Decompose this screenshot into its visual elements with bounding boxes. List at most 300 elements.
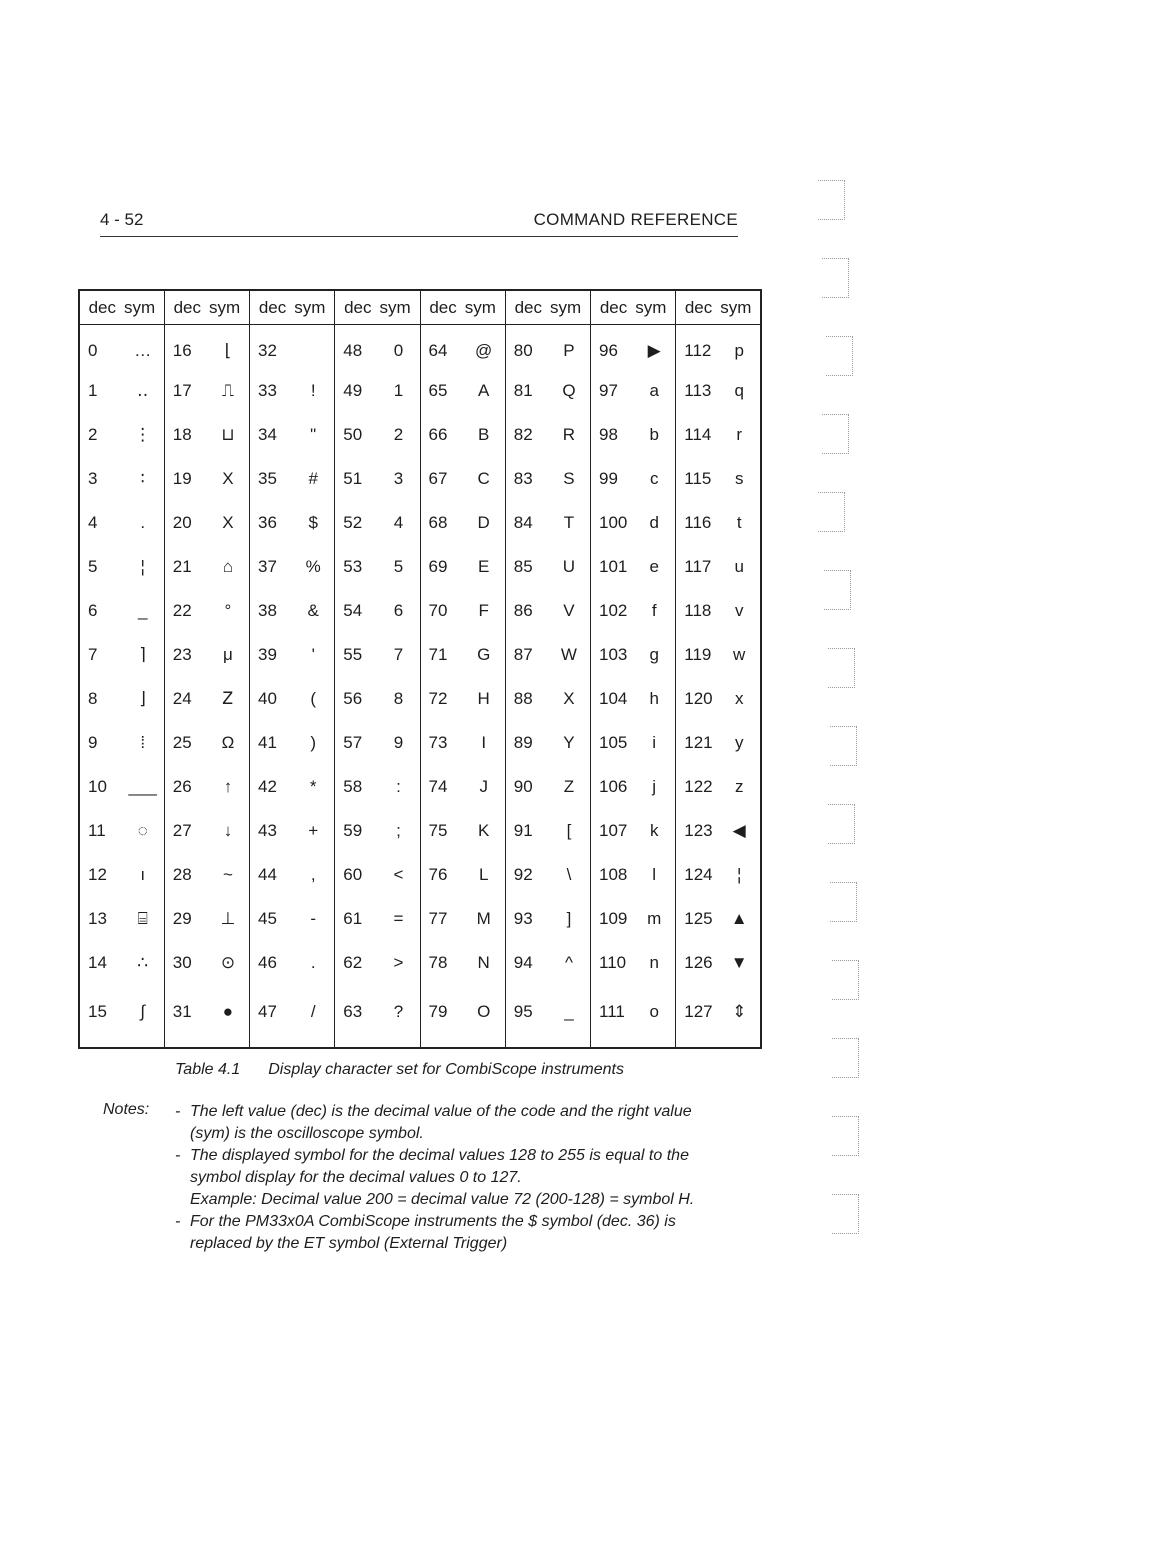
dec-cell: 1 (79, 369, 122, 413)
dec-header: dec (429, 297, 457, 317)
sym-header: sym (464, 297, 496, 317)
sym-cell: ↓ (223, 821, 233, 840)
sym-cell: t (736, 513, 742, 532)
binder-tab (832, 1194, 859, 1234)
column-header (79, 290, 164, 325)
sym-cell: = (393, 909, 404, 928)
sym-cell: N (477, 953, 490, 972)
dec-cell: 102 (591, 589, 634, 633)
sym-cell: p (734, 341, 744, 360)
binder-tab (830, 882, 857, 922)
table-caption (175, 1061, 624, 1079)
sym-cell: y (734, 733, 744, 752)
sym-cell: T (563, 513, 575, 532)
dec-cell: 88 (505, 677, 548, 721)
dec-cell: 20 (164, 501, 207, 545)
note-line: - The left value (dec) is the decimal value of the code and the right value (190, 1103, 692, 1120)
binder-tab (822, 414, 849, 454)
sym-cell: v (734, 601, 744, 620)
dec-cell: 40 (250, 677, 293, 721)
note-line: symbol display for the decimal values 0 to 127. (190, 1169, 522, 1186)
dec-cell: 89 (505, 721, 548, 765)
dec-cell: 10 (79, 765, 122, 809)
dec-cell: 33 (250, 369, 293, 413)
caption-label: Table 4.1 (175, 1061, 241, 1078)
sym-cell: & (307, 601, 319, 620)
note-line: replaced by the ET symbol (External Trigger) (190, 1235, 508, 1252)
dec-cell: 83 (505, 457, 548, 501)
dec-cell: 95 (505, 985, 548, 1048)
dec-cell: 120 (676, 677, 719, 721)
dec-cell: 65 (420, 369, 463, 413)
dec-cell: 23 (164, 633, 207, 677)
sym-cell: X (222, 513, 234, 532)
sym-cell: ¦ (140, 557, 145, 576)
sym-header: sym (720, 297, 752, 317)
dec-cell: 75 (420, 809, 463, 853)
sym-cell: … (134, 341, 152, 360)
dec-cell: 41 (250, 721, 293, 765)
sym-cell: ? (393, 1001, 404, 1021)
dec-cell: 66 (420, 413, 463, 457)
sym-cell: g (649, 645, 659, 664)
dec-header: dec (344, 297, 372, 317)
dec-cell: 9 (79, 721, 122, 765)
table-row (79, 809, 761, 853)
table-row (79, 457, 761, 501)
sym-cell: M (476, 909, 491, 928)
sym-header: sym (124, 297, 156, 317)
binder-tab (818, 492, 845, 532)
dec-cell: 109 (591, 897, 634, 941)
sym-cell: 2 (393, 425, 404, 444)
binder-tab (824, 570, 851, 610)
sym-cell: μ (223, 645, 233, 664)
sym-cell: ⊙ (220, 953, 236, 972)
dec-cell: 107 (591, 809, 634, 853)
binder-tab-strip (818, 180, 868, 1300)
sym-cell: s (734, 469, 744, 488)
sym-cell: k (649, 821, 659, 840)
dec-cell: 11 (79, 809, 122, 853)
dec-cell: 15 (79, 985, 122, 1048)
sym-cell: ; (396, 821, 401, 840)
sym-cell: m (647, 909, 662, 928)
sym-cell: o (649, 1001, 659, 1021)
sym-cell: C (477, 469, 490, 488)
sym-cell: L (478, 865, 489, 884)
sym-cell: ▲ (730, 909, 748, 928)
binder-tab (826, 336, 853, 376)
dec-cell: 22 (164, 589, 207, 633)
sym-cell: 6 (393, 601, 404, 620)
dec-cell: 53 (335, 545, 378, 589)
sym-cell: 9 (393, 733, 404, 752)
sym-cell: ⌂ (222, 557, 234, 576)
dec-cell: 7 (79, 633, 122, 677)
dec-cell: 46 (250, 941, 293, 985)
dec-cell: 122 (676, 765, 719, 809)
dec-cell: 4 (79, 501, 122, 545)
sym-cell: , (310, 865, 316, 884)
sym-cell: X (563, 689, 575, 708)
sym-cell: f (651, 601, 657, 620)
table-row (79, 413, 761, 457)
dec-cell: 67 (420, 457, 463, 501)
table-row (79, 897, 761, 941)
sym-cell: V (563, 601, 575, 620)
sym-cell: ⋮ (134, 425, 152, 444)
dec-cell: 85 (505, 545, 548, 589)
sym-cell: 0 (393, 341, 404, 360)
dec-cell: 92 (505, 853, 548, 897)
column-header (335, 290, 420, 325)
dec-cell: 45 (250, 897, 293, 941)
sym-cell: J (479, 777, 488, 796)
sym-cell: F (478, 601, 489, 620)
sym-cell: ● (222, 1001, 234, 1021)
notes-label: Notes: (103, 1101, 150, 1118)
sym-cell: ' (311, 645, 315, 664)
sym-cell: h (649, 689, 659, 708)
table-row (79, 677, 761, 721)
sym-cell: / (310, 1001, 316, 1021)
sym-header: sym (209, 297, 241, 317)
dec-cell: 110 (591, 941, 634, 985)
sym-cell: 7 (393, 645, 404, 664)
table-row (79, 721, 761, 765)
sym-cell: ⊥ (220, 909, 236, 928)
dec-cell: 54 (335, 589, 378, 633)
dec-cell: 55 (335, 633, 378, 677)
dec-cell: 70 (420, 589, 463, 633)
sym-cell: Ω (221, 733, 235, 752)
dec-cell: 106 (591, 765, 634, 809)
dec-cell: 82 (505, 413, 548, 457)
sym-cell: ⇕ (732, 1001, 747, 1021)
dec-header: dec (599, 297, 628, 317)
sym-cell: ․․ (137, 381, 149, 400)
sym-cell: \ (566, 865, 572, 884)
sym-header: sym (379, 297, 411, 317)
dec-cell: 115 (676, 457, 719, 501)
table-row (79, 369, 761, 413)
sym-cell: " (310, 425, 317, 444)
sym-cell (292, 325, 335, 370)
dec-cell: 112 (676, 325, 719, 370)
sym-cell: R (562, 425, 576, 444)
dec-cell: 80 (505, 325, 548, 370)
dec-cell: 25 (164, 721, 207, 765)
dec-cell: 0 (79, 325, 122, 370)
table-body (79, 325, 761, 1049)
note-item (175, 1211, 755, 1255)
table-row (79, 325, 761, 370)
sym-cell: ¦ (736, 865, 742, 884)
dec-cell: 64 (420, 325, 463, 370)
sym-cell: ⌉ (139, 645, 146, 664)
dec-cell: 52 (335, 501, 378, 545)
page-number: 4 - 52 (100, 210, 144, 229)
dec-cell: 94 (505, 941, 548, 985)
sym-cell: ( (310, 689, 317, 708)
dec-cell: 27 (164, 809, 207, 853)
sym-header: sym (550, 297, 582, 317)
dec-cell: 84 (505, 501, 548, 545)
note-item (175, 1145, 755, 1211)
dec-cell: 127 (676, 985, 719, 1048)
dec-cell: 39 (250, 633, 293, 677)
dec-cell: 73 (420, 721, 463, 765)
character-set-table (78, 289, 762, 1049)
dec-cell: 59 (335, 809, 378, 853)
dec-cell: 60 (335, 853, 378, 897)
dec-cell: 32 (250, 325, 293, 370)
sym-cell: ] (566, 909, 572, 928)
sym-cell: @ (475, 341, 493, 360)
table-header (79, 290, 761, 325)
dec-cell: 36 (250, 501, 293, 545)
dec-cell: 19 (164, 457, 207, 501)
sym-cell: ° (224, 601, 232, 620)
table-row (79, 501, 761, 545)
dec-cell: 71 (420, 633, 463, 677)
dec-cell: 103 (591, 633, 634, 677)
sym-cell: . (140, 513, 146, 532)
dec-cell: 76 (420, 853, 463, 897)
sym-cell: b (649, 425, 659, 444)
column-header (591, 290, 676, 325)
dec-cell: 34 (250, 413, 293, 457)
note-line: - For the PM33x0A CombiScope instruments the $ symbol (dec. 36) is (190, 1213, 676, 1230)
sym-cell: 5 (393, 557, 404, 576)
sym-cell: D (477, 513, 490, 532)
dec-cell: 61 (335, 897, 378, 941)
sym-cell: B (478, 425, 490, 444)
dec-cell: 105 (591, 721, 634, 765)
caption-text: Display character set for CombiScope instruments (268, 1061, 624, 1078)
column-header (164, 290, 249, 325)
sym-cell: 8 (393, 689, 404, 708)
sym-cell: 1 (393, 381, 404, 400)
dec-cell: 47 (250, 985, 293, 1048)
dec-cell: 38 (250, 589, 293, 633)
sym-cell: P (563, 341, 575, 360)
dec-cell: 17 (164, 369, 207, 413)
sym-cell: ~ (222, 865, 233, 884)
sym-cell: ◌ (137, 821, 148, 840)
dec-cell: 87 (505, 633, 548, 677)
note-line: (sym) is the oscilloscope symbol. (190, 1125, 424, 1142)
sym-cell: e (649, 557, 659, 576)
sym-cell: z (734, 777, 744, 796)
sym-cell: : (396, 777, 401, 796)
dec-cell: 100 (591, 501, 634, 545)
column-header (676, 290, 761, 325)
sym-cell: _ (564, 1001, 574, 1021)
dec-cell: 91 (505, 809, 548, 853)
dec-header: dec (258, 297, 287, 317)
sym-cell: ↑ (223, 777, 233, 796)
dec-cell: 117 (676, 545, 719, 589)
dec-cell: 26 (164, 765, 207, 809)
dec-cell: 57 (335, 721, 378, 765)
dec-header: dec (514, 297, 542, 317)
sym-cell: x (734, 689, 744, 708)
dec-cell: 118 (676, 589, 719, 633)
sym-cell: ∴ (137, 953, 149, 972)
dec-cell: 42 (250, 765, 293, 809)
sym-cell: l (652, 865, 657, 884)
notes-list (175, 1101, 755, 1255)
dec-cell: 2 (79, 413, 122, 457)
sym-cell: ! (310, 381, 316, 400)
dec-cell: 29 (164, 897, 207, 941)
sym-cell: ▶ (647, 341, 661, 360)
dec-cell: 35 (250, 457, 293, 501)
sym-cell: ⌊ (224, 341, 232, 360)
sym-cell: E (478, 557, 490, 576)
binder-tab (828, 648, 855, 688)
note-line: Example: Decimal value 200 = decimal value 72 (200-128) = symbol H. (190, 1191, 695, 1208)
dec-cell: 13 (79, 897, 122, 941)
sym-cell: ∶ (140, 469, 145, 488)
dec-cell: 21 (164, 545, 207, 589)
dec-cell: 14 (79, 941, 122, 985)
sym-cell: K (478, 821, 490, 840)
binder-tab (832, 1038, 859, 1078)
sym-cell: ⁞ (140, 733, 146, 752)
dec-cell: 37 (250, 545, 293, 589)
sym-cell: A (478, 381, 490, 400)
dec-cell: 98 (591, 413, 634, 457)
dec-cell: 24 (164, 677, 207, 721)
sym-header: sym (635, 297, 667, 317)
table-row (79, 545, 761, 589)
sym-cell: i (652, 733, 657, 752)
dec-cell: 78 (420, 941, 463, 985)
table-row (79, 633, 761, 677)
dec-cell: 116 (676, 501, 719, 545)
dec-cell: 93 (505, 897, 548, 941)
dec-cell: 72 (420, 677, 463, 721)
dec-cell: 18 (164, 413, 207, 457)
binder-tab (830, 726, 857, 766)
sym-cell: ▼ (730, 953, 748, 972)
dec-cell: 44 (250, 853, 293, 897)
note-line: - The displayed symbol for the decimal values 128 to 255 is equal to the (190, 1147, 689, 1164)
dec-cell: 125 (676, 897, 719, 941)
table-row (79, 589, 761, 633)
dec-cell: 119 (676, 633, 719, 677)
dec-cell: 31 (164, 985, 207, 1048)
sym-cell: ) (310, 733, 317, 752)
binder-tab (832, 960, 859, 1000)
dec-cell: 49 (335, 369, 378, 413)
table-row (79, 985, 761, 1048)
dec-cell: 114 (676, 413, 719, 457)
sym-cell: ___ (128, 777, 157, 796)
sym-cell: Y (563, 733, 575, 752)
sym-cell: Q (562, 381, 576, 400)
dec-cell: 113 (676, 369, 719, 413)
dec-cell: 8 (79, 677, 122, 721)
dec-cell: 51 (335, 457, 378, 501)
sym-cell: _ (137, 601, 148, 620)
sym-cell: ⎍ (221, 381, 234, 400)
dec-cell: 126 (676, 941, 719, 985)
sym-cell: H (477, 689, 490, 708)
binder-tab (832, 1116, 859, 1156)
dec-cell: 111 (591, 985, 634, 1048)
sym-cell: ⊔ (221, 425, 235, 444)
sym-cell: j (652, 777, 657, 796)
sym-cell: S (563, 469, 575, 488)
sym-cell: ⌸ (137, 909, 148, 928)
sym-cell: . (310, 953, 316, 972)
sym-cell: 4 (393, 513, 404, 532)
dec-cell: 28 (164, 853, 207, 897)
dec-cell: 124 (676, 853, 719, 897)
sym-cell: G (477, 645, 491, 664)
table-row (79, 765, 761, 809)
sym-cell: Z (563, 777, 575, 796)
dec-header: dec (173, 297, 201, 317)
dec-cell: 99 (591, 457, 634, 501)
dec-cell: 56 (335, 677, 378, 721)
dec-cell: 3 (79, 457, 122, 501)
sym-cell: O (477, 1001, 491, 1021)
dec-header: dec (684, 297, 713, 317)
column-header (250, 290, 335, 325)
sym-cell: r (736, 425, 743, 444)
dec-header: dec (88, 297, 116, 317)
sym-cell: X (222, 469, 234, 488)
table-header-row (79, 290, 761, 325)
dec-cell: 12 (79, 853, 122, 897)
sym-cell: < (393, 865, 404, 884)
dec-cell: 101 (591, 545, 634, 589)
dec-cell: 50 (335, 413, 378, 457)
sym-cell: Ꮓ (222, 689, 234, 708)
sym-cell: * (309, 777, 317, 796)
sym-cell: U (562, 557, 576, 576)
sym-cell: ◀ (732, 821, 746, 840)
column-header (505, 290, 590, 325)
sym-cell: c (649, 469, 659, 488)
dec-cell: 123 (676, 809, 719, 853)
sym-cell: w (733, 645, 746, 664)
dec-cell: 62 (335, 941, 378, 985)
dec-cell: 30 (164, 941, 207, 985)
dec-cell: 69 (420, 545, 463, 589)
dec-cell: 5 (79, 545, 122, 589)
sym-cell: [ (566, 821, 572, 840)
dec-cell: 68 (420, 501, 463, 545)
sym-cell: ∫ (140, 1001, 146, 1021)
dec-cell: 79 (420, 985, 463, 1048)
sym-cell: I (481, 733, 487, 752)
page-header (100, 208, 738, 237)
sym-cell: u (734, 557, 744, 576)
dec-cell: 81 (505, 369, 548, 413)
sym-cell: + (308, 821, 319, 840)
dec-cell: 16 (164, 325, 207, 370)
sym-cell: ı (140, 865, 146, 884)
dec-cell: 86 (505, 589, 548, 633)
dec-cell: 58 (335, 765, 378, 809)
sym-cell: > (393, 953, 404, 972)
